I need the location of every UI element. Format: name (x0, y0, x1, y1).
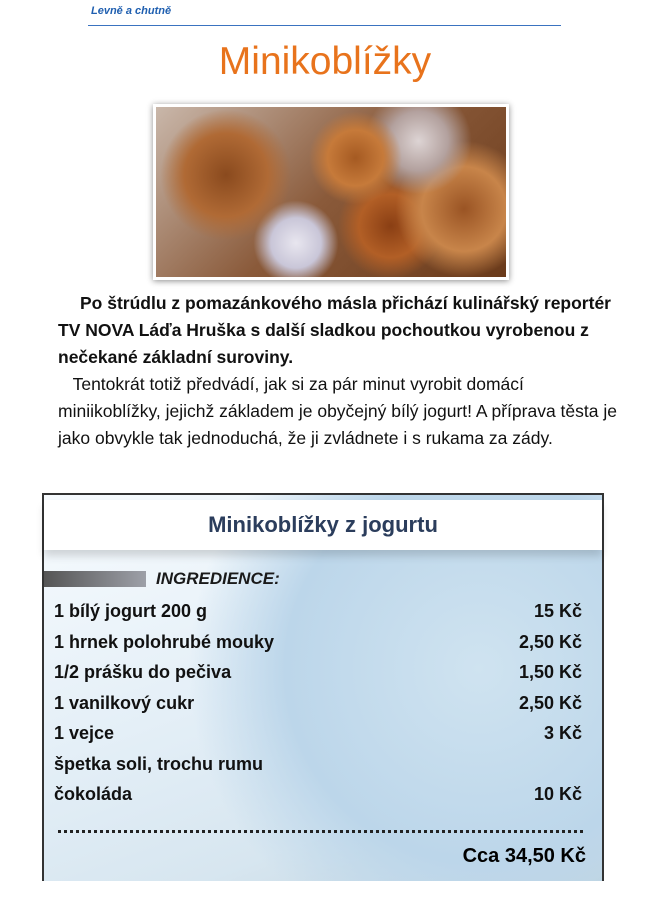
ingredient-row (54, 693, 582, 714)
dotted-divider (58, 830, 583, 833)
intro-text (58, 290, 618, 452)
card-title: Minikoblížky z jogurtu (44, 500, 602, 550)
ingredient-price: 2,50 Kč (518, 631, 582, 652)
ingredient-price: 3 Kč (543, 723, 582, 743)
ingredient-name: 1 hrnek polohrubé mouky (54, 631, 275, 652)
ingredients-label: INGREDIENCE: (156, 569, 280, 588)
header-divider (88, 25, 561, 26)
ingredients-bar (44, 571, 146, 587)
ingredient-name: 1 vanilkový cukr (54, 692, 195, 713)
ingredient-price: 2,50 Kč (518, 692, 582, 713)
intro-lead: Po štrúdlu z pomazánkového másla přichází kulinářský reportér TV NOVA Láďa Hruška s další sladkou pochoutkou vyrobenou z nečekané základní suroviny. (58, 293, 611, 367)
ingredient-price: 1,50 Kč (518, 662, 582, 682)
ingredient-price: 10 Kč (533, 784, 582, 804)
ingredient-name: špetka soli, trochu rumu (54, 753, 264, 774)
ingredient-name: čokoláda (54, 784, 133, 804)
ingredient-price: 15 Kč (533, 601, 582, 621)
page-title: Minikoblížky (218, 40, 432, 83)
section-header: Levně a chutně (91, 5, 172, 17)
ingredient-row (54, 632, 582, 653)
ingredient-row (54, 754, 582, 775)
intro-body: Tentokrát totiž předvádí, jak si za pár minut vyrobit domácí miniikoblížky, jejichž základem je obyčejný bílý jogurt! A příprava těsta je jako obvykle tak jednoduchá, že ji zvládnete i s rukama za zády. (58, 374, 617, 448)
ingredient-row (54, 784, 582, 805)
ingredient-name: 1 vejce (54, 723, 115, 743)
donuts-photo (153, 104, 509, 280)
ingredient-name: 1 bílý jogurt 200 g (54, 601, 208, 621)
total-price: Cca 34,50 Kč (462, 845, 586, 867)
ingredient-row (54, 723, 582, 744)
recipe-card (42, 493, 604, 881)
ingredient-row (54, 601, 582, 622)
ingredient-row (54, 662, 582, 683)
ingredient-name: 1/2 prášku do pečiva (54, 662, 232, 682)
